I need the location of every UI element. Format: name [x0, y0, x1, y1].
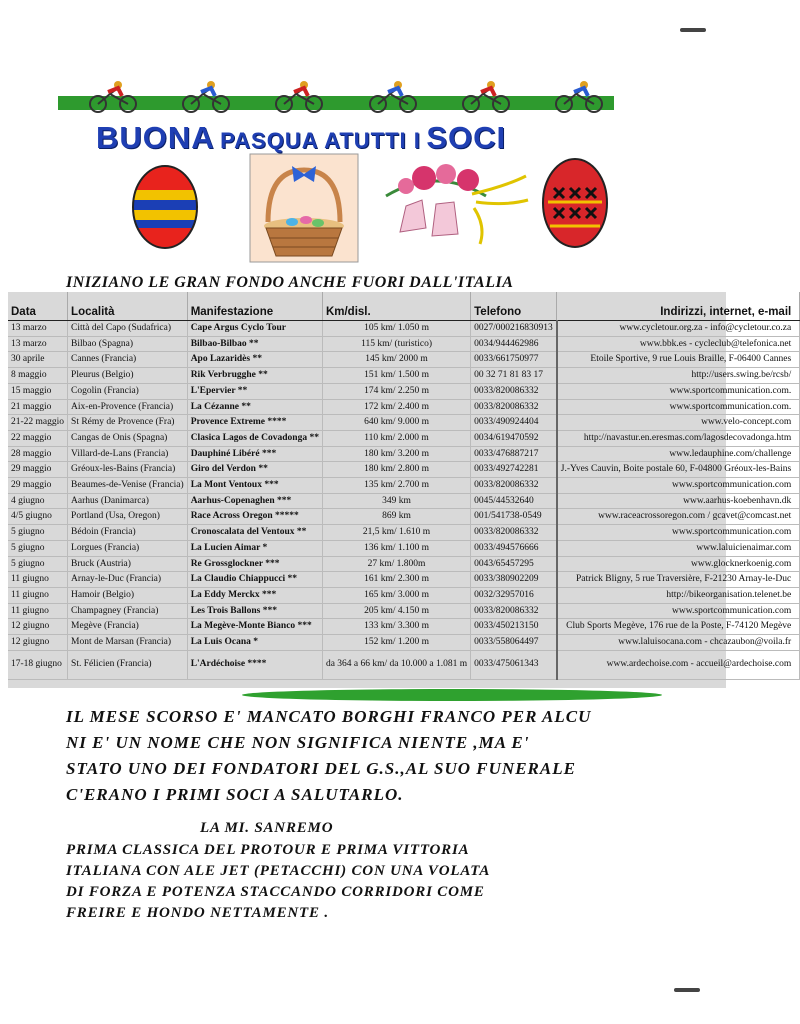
- cell-address: www.sportcommunication.com.: [557, 399, 800, 415]
- cell-km: 133 km/ 3.300 m: [322, 619, 470, 635]
- cell-phone: 001/541738-0549: [471, 509, 557, 525]
- cyclist-icon: [177, 80, 251, 114]
- cell-location: St Rémy de Provence (Fra): [68, 415, 188, 431]
- headline-word-2: PASQUA ATUTTI I: [220, 128, 421, 153]
- table-row: [8, 509, 800, 525]
- table-row: [8, 587, 800, 603]
- cell-location: Cangas de Onis (Spagna): [68, 430, 188, 446]
- table-row: [8, 556, 800, 572]
- cell-location: Bilbao (Spagna): [68, 336, 188, 352]
- cell-km: 27 km/ 1.800m: [322, 556, 470, 572]
- table-row: [8, 462, 800, 478]
- cell-address: www.sportcommunication.com: [557, 603, 800, 619]
- cell-location: Aarhus (Danimarca): [68, 493, 188, 509]
- cell-phone: 0045/44532640: [471, 493, 557, 509]
- cell-km: 349 km: [322, 493, 470, 509]
- cyclist-icon: [457, 80, 531, 114]
- cell-date: 17-18 giugno: [8, 650, 68, 679]
- section-subtitle: INIZIANO LE GRAN FONDO ANCHE FUORI DALL'ITALIA: [66, 274, 514, 291]
- cell-phone: 0034/619470592: [471, 430, 557, 446]
- cell-location: Villard-de-Lans (Francia): [68, 446, 188, 462]
- cell-date: 12 giugno: [8, 635, 68, 651]
- table-row: [8, 650, 800, 679]
- events-table-panel: [8, 292, 792, 688]
- cell-phone: 0033/475061343: [471, 650, 557, 679]
- cell-phone: 0033/380902209: [471, 572, 557, 588]
- cell-date: 5 giugno: [8, 540, 68, 556]
- table-row: [8, 525, 800, 541]
- cell-phone: 00 32 71 81 83 17: [471, 368, 557, 384]
- cell-location: Beaumes-de-Venise (Francia): [68, 478, 188, 494]
- table-row: [8, 619, 800, 635]
- col-header-date: Data: [8, 292, 68, 321]
- col-header-km: Km/disl.: [322, 292, 470, 321]
- cell-event: La Megève-Monte Bianco ***: [187, 619, 322, 635]
- cell-date: 11 giugno: [8, 587, 68, 603]
- cell-km: 136 km/ 1.100 m: [322, 540, 470, 556]
- cell-address: J.-Yves Cauvin, Boite postale 60, F-04800 Gréoux-les-Bains: [557, 462, 800, 478]
- events-table: [8, 292, 800, 680]
- cell-address: www.sportcommunication.com: [557, 525, 800, 541]
- cell-address: Patrick Bligny, 5 rue Traversière, F-21230 Arnay-le-Duc: [557, 572, 800, 588]
- cell-km: 180 km/ 2.800 m: [322, 462, 470, 478]
- table-header-row: [8, 292, 800, 321]
- cell-date: 5 giugno: [8, 556, 68, 572]
- table-row: [8, 540, 800, 556]
- cell-date: 21-22 maggio: [8, 415, 68, 431]
- cell-address: Etoile Sportive, 9 rue Louis Braille, F-06400 Cannes: [557, 352, 800, 368]
- cell-location: Megève (Francia): [68, 619, 188, 635]
- cell-phone: 0033/820086332: [471, 478, 557, 494]
- cell-address: www.laluisocana.com - chcazaubon@voila.fr: [557, 635, 800, 651]
- table-row: [8, 478, 800, 494]
- cell-address: www.glocknerkoenig.com: [557, 556, 800, 572]
- cyclist-icon: [550, 80, 624, 114]
- cell-event: Giro del Verdon **: [187, 462, 322, 478]
- table-row: [8, 572, 800, 588]
- cell-location: Città del Capo (Sudafrica): [68, 321, 188, 337]
- headline-word-3: SOCI: [426, 120, 507, 155]
- cell-km: 165 km/ 3.000 m: [322, 587, 470, 603]
- table-row: [8, 493, 800, 509]
- cell-date: 21 maggio: [8, 399, 68, 415]
- corner-mark: [680, 28, 706, 32]
- col-header-address: Indirizzi, internet, e-mail: [557, 292, 800, 321]
- cell-date: 13 marzo: [8, 336, 68, 352]
- cell-location: Portland (Usa, Oregon): [68, 509, 188, 525]
- cell-event: La Mont Ventoux ***: [187, 478, 322, 494]
- cell-address: www.bbk.es - cycleclub@telefonica.net: [557, 336, 800, 352]
- cell-km: 161 km/ 2.300 m: [322, 572, 470, 588]
- cell-date: 30 aprile: [8, 352, 68, 368]
- sanremo-title: LA MI. SANREMO: [200, 820, 334, 836]
- cell-event: Dauphiné Libéré ***: [187, 446, 322, 462]
- cell-date: 29 maggio: [8, 462, 68, 478]
- cell-km: 172 km/ 2.400 m: [322, 399, 470, 415]
- cell-phone: 0033/450213150: [471, 619, 557, 635]
- cell-address: http://users.swing.be/rcsb/: [557, 368, 800, 384]
- cell-km: 174 km/ 2.250 m: [322, 383, 470, 399]
- cell-phone: 0033/490924404: [471, 415, 557, 431]
- cell-phone: 0033/476887217: [471, 446, 557, 462]
- cell-address: http://bikeorganisation.telenet.be: [557, 587, 800, 603]
- cell-event: La Luis Ocana *: [187, 635, 322, 651]
- cell-address: www.sportcommunication.com.: [557, 383, 800, 399]
- cell-address: www.sportcommunication.com: [557, 478, 800, 494]
- notice-line: IL MESE SCORSO E' MANCATO BORGHI FRANCO PER ALCU: [66, 707, 592, 726]
- cell-location: Bédoin (Francia): [68, 525, 188, 541]
- red-easter-egg-icon: [540, 156, 610, 250]
- table-row: [8, 603, 800, 619]
- cell-date: 4 giugno: [8, 493, 68, 509]
- cell-address: www.ledauphine.com/challenge: [557, 446, 800, 462]
- flower-bells-icon: [376, 156, 532, 250]
- cell-km: 869 km: [322, 509, 470, 525]
- cell-event: Provence Extreme ****: [187, 415, 322, 431]
- table-body: [8, 321, 800, 680]
- cell-phone: 0033/820086332: [471, 383, 557, 399]
- cell-km: 145 km/ 2000 m: [322, 352, 470, 368]
- cell-location: St. Félicien (Francia): [68, 650, 188, 679]
- notice-line: STATO UNO DEI FONDATORI DEL G.S.,AL SUO FUNERALE: [66, 759, 576, 778]
- cell-date: 15 maggio: [8, 383, 68, 399]
- sanremo-line: FREIRE E HONDO NETTAMENTE .: [66, 905, 329, 921]
- cell-location: Mont de Marsan (Francia): [68, 635, 188, 651]
- cell-date: 11 giugno: [8, 603, 68, 619]
- cell-phone: 0033/820086332: [471, 525, 557, 541]
- cell-phone: 0032/32957016: [471, 587, 557, 603]
- cell-km: 180 km/ 3.200 m: [322, 446, 470, 462]
- sanremo-line: DI FORZA E POTENZA STACCANDO CORRIDORI COME: [66, 884, 485, 900]
- cell-address: http://navastur.en.eresmas.com/lagosdecovadonga.htm: [557, 430, 800, 446]
- cell-event: La Claudio Chiappucci **: [187, 572, 322, 588]
- green-divider: [242, 689, 662, 701]
- table-row: [8, 383, 800, 399]
- cell-date: 5 giugno: [8, 525, 68, 541]
- cell-date: 28 maggio: [8, 446, 68, 462]
- cell-date: 12 giugno: [8, 619, 68, 635]
- cell-event: La Eddy Merckx ***: [187, 587, 322, 603]
- cell-km: 110 km/ 2.000 m: [322, 430, 470, 446]
- table-row: [8, 399, 800, 415]
- cell-km: 105 km/ 1.050 m: [322, 321, 470, 337]
- cell-address: www.raceacrossoregon.com / gcavet@comcast.net: [557, 509, 800, 525]
- cell-event: L'Ardéchoise ****: [187, 650, 322, 679]
- cell-km: 152 km/ 1.200 m: [322, 635, 470, 651]
- table-row: [8, 336, 800, 352]
- cell-km: 151 km/ 1.500 m: [322, 368, 470, 384]
- cell-date: 13 marzo: [8, 321, 68, 337]
- cell-address: www.ardechoise.com - accueil@ardechoise.com: [557, 650, 800, 679]
- cell-phone: 0033/558064497: [471, 635, 557, 651]
- cell-location: Gréoux-les-Bains (Francia): [68, 462, 188, 478]
- cell-location: Hamoir (Belgio): [68, 587, 188, 603]
- notice-line: NI E' UN NOME CHE NON SIGNIFICA NIENTE ,MA E': [66, 733, 530, 752]
- cell-date: 4/5 giugno: [8, 509, 68, 525]
- cell-phone: 0033/494576666: [471, 540, 557, 556]
- cell-address: www.velo-concept.com: [557, 415, 800, 431]
- cell-location: Cogolin (Francia): [68, 383, 188, 399]
- table-row: [8, 368, 800, 384]
- table-row: [8, 430, 800, 446]
- cyclist-icon: [84, 80, 158, 114]
- cell-km: 135 km/ 2.700 m: [322, 478, 470, 494]
- striped-easter-egg-icon: [130, 162, 200, 250]
- cell-event: Race Across Oregon *****: [187, 509, 322, 525]
- cell-address: www.cycletour.org.za - info@cycletour.co.za: [557, 321, 800, 337]
- cyclists-banner-icon: [84, 80, 624, 114]
- cell-event: La Cézanne **: [187, 399, 322, 415]
- sanremo-line: ITALIANA CON ALE JET (PETACCHI) CON UNA VOLATA: [66, 863, 491, 879]
- cell-phone: 0043/65457295: [471, 556, 557, 572]
- col-header-event: Manifestazione: [187, 292, 322, 321]
- cell-km: 115 km/ (turistico): [322, 336, 470, 352]
- cell-address: Club Sports Megève, 176 rue de la Poste, F-74120 Megève: [557, 619, 800, 635]
- cell-phone: 0033/661750977: [471, 352, 557, 368]
- table-row: [8, 321, 800, 337]
- cell-event: Re Grossglockner ***: [187, 556, 322, 572]
- cell-location: Aix-en-Provence (Francia): [68, 399, 188, 415]
- cell-date: 29 maggio: [8, 478, 68, 494]
- cell-location: Bruck (Austria): [68, 556, 188, 572]
- cell-event: Clasica Lagos de Covadonga **: [187, 430, 322, 446]
- cell-event: Les Trois Ballons ***: [187, 603, 322, 619]
- cell-event: Rik Verbrugghe **: [187, 368, 322, 384]
- cell-km: 21,5 km/ 1.610 m: [322, 525, 470, 541]
- cell-date: 8 maggio: [8, 368, 68, 384]
- cell-km: da 364 a 66 km/ da 10.000 a 1.081 m: [322, 650, 470, 679]
- cell-phone: 0034/944462986: [471, 336, 557, 352]
- cyclist-icon: [364, 80, 438, 114]
- table-row: [8, 635, 800, 651]
- cell-event: La Lucien Aimar *: [187, 540, 322, 556]
- cell-km: 640 km/ 9.000 m: [322, 415, 470, 431]
- cell-event: Aarhus-Copenaghen ***: [187, 493, 322, 509]
- sanremo-paragraph: [66, 840, 490, 924]
- col-header-phone: Telefono: [471, 292, 557, 321]
- cell-phone: 0033/820086332: [471, 399, 557, 415]
- cell-location: Pleurus (Belgio): [68, 368, 188, 384]
- cell-location: Arnay-le-Duc (Francia): [68, 572, 188, 588]
- table-row: [8, 352, 800, 368]
- cell-phone: 0027/000216830913: [471, 321, 557, 337]
- cell-km: 205 km/ 4.150 m: [322, 603, 470, 619]
- col-header-location: Località: [68, 292, 188, 321]
- cell-location: Lorgues (Francia): [68, 540, 188, 556]
- cell-phone: 0033/820086332: [471, 603, 557, 619]
- cell-event: L'Epervier **: [187, 383, 322, 399]
- cell-address: www.laluicienaimar.com: [557, 540, 800, 556]
- cell-event: Apo Lazaridès **: [187, 352, 322, 368]
- cell-date: 11 giugno: [8, 572, 68, 588]
- cell-event: Cape Argus Cyclo Tour: [187, 321, 322, 337]
- easter-basket-icon: [248, 152, 360, 264]
- cell-date: 22 maggio: [8, 430, 68, 446]
- cell-address: www.aarhus-koebenhavn.dk: [557, 493, 800, 509]
- headline-word-1: BUONA: [96, 120, 215, 155]
- cell-phone: 0033/492742281: [471, 462, 557, 478]
- corner-mark: [674, 988, 700, 992]
- cyclist-icon: [270, 80, 344, 114]
- notice-line: C'ERANO I PRIMI SOCI A SALUTARLO.: [66, 785, 404, 804]
- table-row: [8, 446, 800, 462]
- cell-event: Cronoscalata del Ventoux **: [187, 525, 322, 541]
- cell-location: Champagney (Francia): [68, 603, 188, 619]
- cell-location: Cannes (Francia): [68, 352, 188, 368]
- notice-paragraph: [66, 704, 591, 808]
- table-row: [8, 415, 800, 431]
- sanremo-line: PRIMA CLASSICA DEL PROTOUR E PRIMA VITTORIA: [66, 842, 470, 858]
- cell-event: Bilbao-Bilbao **: [187, 336, 322, 352]
